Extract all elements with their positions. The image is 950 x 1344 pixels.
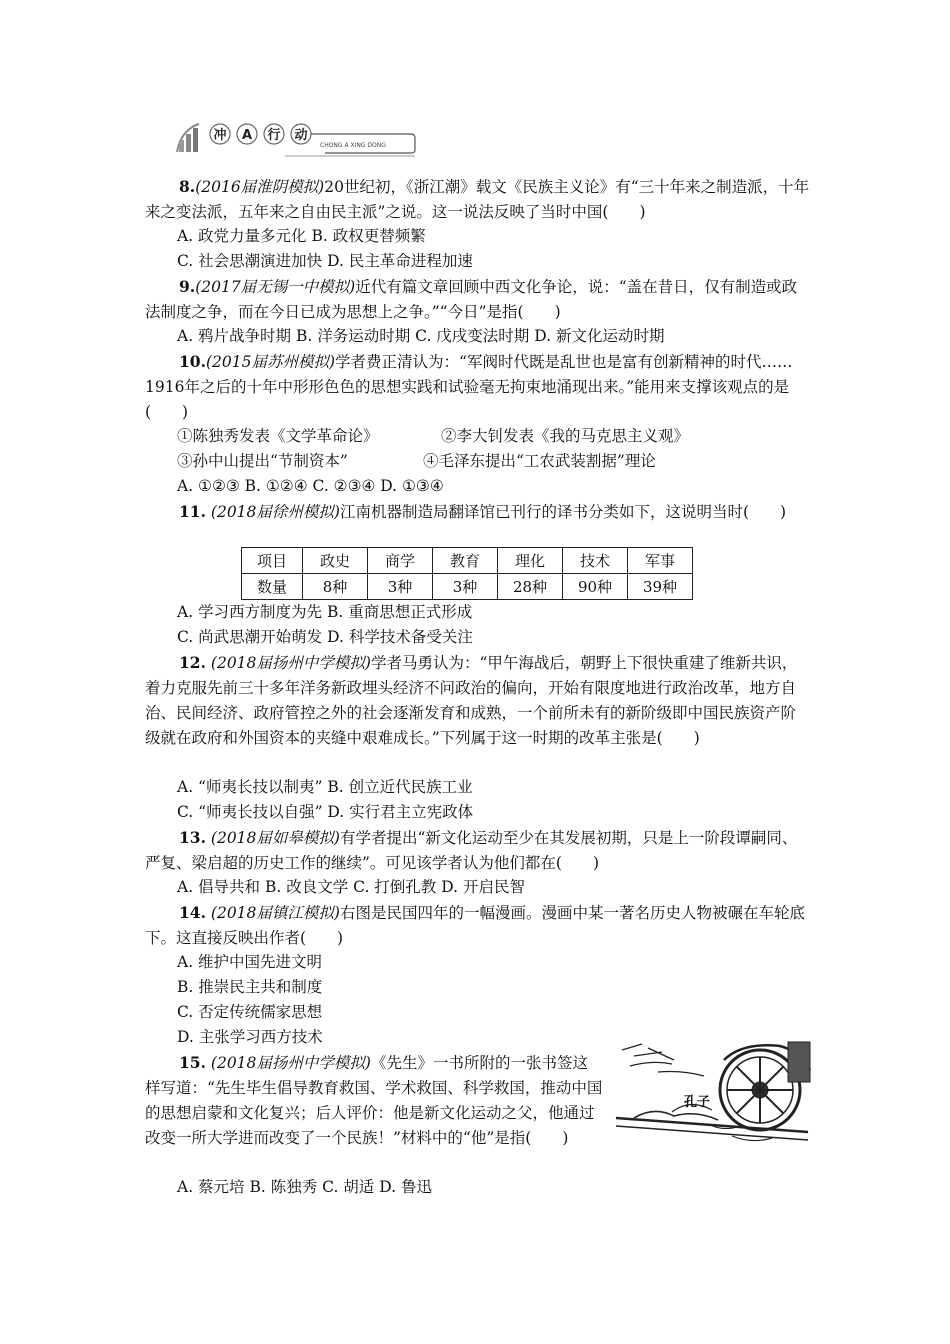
option-line: C. “师夷长技以自强” D. 实行君主立宪政体 [177,803,474,821]
question-number: 10. [179,352,206,371]
table-cell: 3种 [368,574,433,600]
statement-3: ③孙中山提出“节制资本” [177,452,348,470]
question-14 [145,900,810,951]
table-cell: 军事 [628,548,693,574]
question-source: (2016届淮阴模拟) [195,178,325,196]
section-header-banner [175,116,425,160]
question-10 [145,349,810,425]
question-text: 有学者提出“新文化运动至少在其发展初期，只是上一阶段谭嗣同、严复、梁启超的历史工作的继续”。可见该学者认为他们都在( ) [145,829,798,872]
question-text: 右图是民国四年的一幅漫画。漫画中某一著名历史人物被碾在车轮底下。这直接反映出作者( ) [145,904,805,947]
header-pinyin: CHONG A XING DONG [320,142,386,149]
bar-chart-icon [177,124,199,152]
question-13 [145,825,810,876]
option-line: A. “师夷长技以制夷” B. 创立近代民族工业 [177,778,473,796]
cartoon-train-wheel [612,1040,814,1154]
option-line: A. 鸦片战争时期 B. 洋务运动时期 C. 戊戌变法时期 D. 新文化运动时期 [177,327,665,345]
question-source: (2018届镇江模拟) [210,904,340,922]
option-line: A. 蔡元培 B. 陈独秀 C. 胡适 D. 鲁迅 [177,1178,432,1196]
header-char-3: 行 [267,128,281,143]
table-cell: 28种 [498,574,563,600]
table-header-row [242,548,693,574]
table-cell: 90种 [563,574,628,600]
question-source: (2018届扬州中学模拟) [210,654,371,672]
option-line: A. 学习西方制度为先 B. 重商思想正式形成 [177,603,473,621]
table-cell: 项目 [242,548,303,574]
header-title [210,124,311,144]
question-12 [145,650,810,751]
question-source: (2017届无锡一中模拟) [195,278,356,296]
cartoon-label: 孔子 [684,1095,711,1110]
question-text: 江南机器制造局翻译馆已刊行的译书分类如下，这说明当时( ) [339,503,787,521]
translation-table [241,547,693,600]
option-line: C. 尚武思潮开始萌发 D. 科学技术备受关注 [177,628,473,646]
table-cell: 政史 [303,548,368,574]
question-number: 9. [179,277,196,296]
table-cell: 39种 [628,574,693,600]
option-line: D. 主张学习西方技术 [177,1028,323,1046]
header-char-1: 冲 [213,128,227,143]
table-cell: 技术 [563,548,628,574]
table-cell: 商学 [368,548,433,574]
question-number: 13. [179,828,206,847]
question-text: 学者费正清认为：“军阀时代既是乱世也是富有创新精神的时代……1916年之后的十年中形形色色的思想实践和试验毫无拘束地涌现出来。”能用来支撑该观点的是( ) [145,353,793,421]
question-text: 学者马勇认为：“甲午海战后，朝野上下很快重建了维新共识，着力克服先前三十多年洋务新政埋头经济不问政治的偏向，开始有限度地进行政治改革，地方自治、民间经济、政府管控之外的社会逐渐发育和成熟，一个前所未有的新阶级即中国民族资产阶级就在政府和外国资本的夹缝中艰难成长。”下列属于这一时期的改革主张是( ) [145,654,798,747]
question-text: 20世纪初，《浙江潮》载文《民族主义论》有“三十年来之制造派，十年来之变法派，五年来之自由民主派”之说。这一说法反映了当时中国( ) [145,178,810,221]
table-cell: 数量 [242,574,303,600]
question-text: 近代有篇文章回顾中西文化争论，说：“盖在昔日，仅有制造或政法制度之争，而在今日已成为思想上之争。”“今日”是指( ) [145,278,798,321]
option-line: C. 否定传统儒家思想 [177,1003,323,1021]
header-char-2: A [241,128,253,143]
option-line: A. 倡导共和 B. 改良文学 C. 打倒孔教 D. 开启民智 [177,878,525,896]
question-number: 8. [179,177,196,196]
table-cell: 理化 [498,548,563,574]
question-source: (2018届扬州中学模拟) [210,1054,371,1072]
table-cell: 8种 [303,574,368,600]
table-cell: 3种 [433,574,498,600]
statement-4: ④毛泽东提出“工农武装割据”理论 [423,452,656,470]
question-number: 15. [179,1053,206,1072]
table-row [242,574,693,600]
option-line: A. ①②③ B. ①②④ C. ②③④ D. ①③④ [177,477,444,495]
question-source: (2018届如皋模拟) [210,829,340,847]
question-source: (2018届徐州模拟) [210,503,340,521]
question-15 [145,1050,603,1151]
question-11 [145,499,810,525]
option-line: B. 推崇民主共和制度 [177,978,323,996]
question-9 [145,274,810,325]
question-text: 《先生》一书所附的一张书签这样写道：“先生毕生倡导教育救国、学术救国、科学救国，推动中国的思想启蒙和文化复兴；后人评价：他是新文化运动之父，他通过改变一所大学进而改变了一个民族！”材料中的“他”是指( ) [145,1054,603,1147]
statement-2: ②李大钊发表《我的马克思主义观》 [441,427,690,445]
header-char-4: 动 [294,128,308,143]
question-number: 11. [179,502,206,521]
question-number: 14. [179,903,206,922]
table-cell: 教育 [433,548,498,574]
option-line: C. 社会思潮演进加快 D. 民主革命进程加速 [177,252,473,270]
question-number: 12. [179,653,206,672]
statement-1: ①陈独秀发表《文学革命论》 [177,427,379,445]
question-8 [145,174,810,225]
option-line: A. 政党力量多元化 B. 政权更替频繁 [177,227,426,245]
question-source: (2015届苏州模拟) [205,353,336,371]
option-line: A. 维护中国先进文明 [177,953,323,971]
